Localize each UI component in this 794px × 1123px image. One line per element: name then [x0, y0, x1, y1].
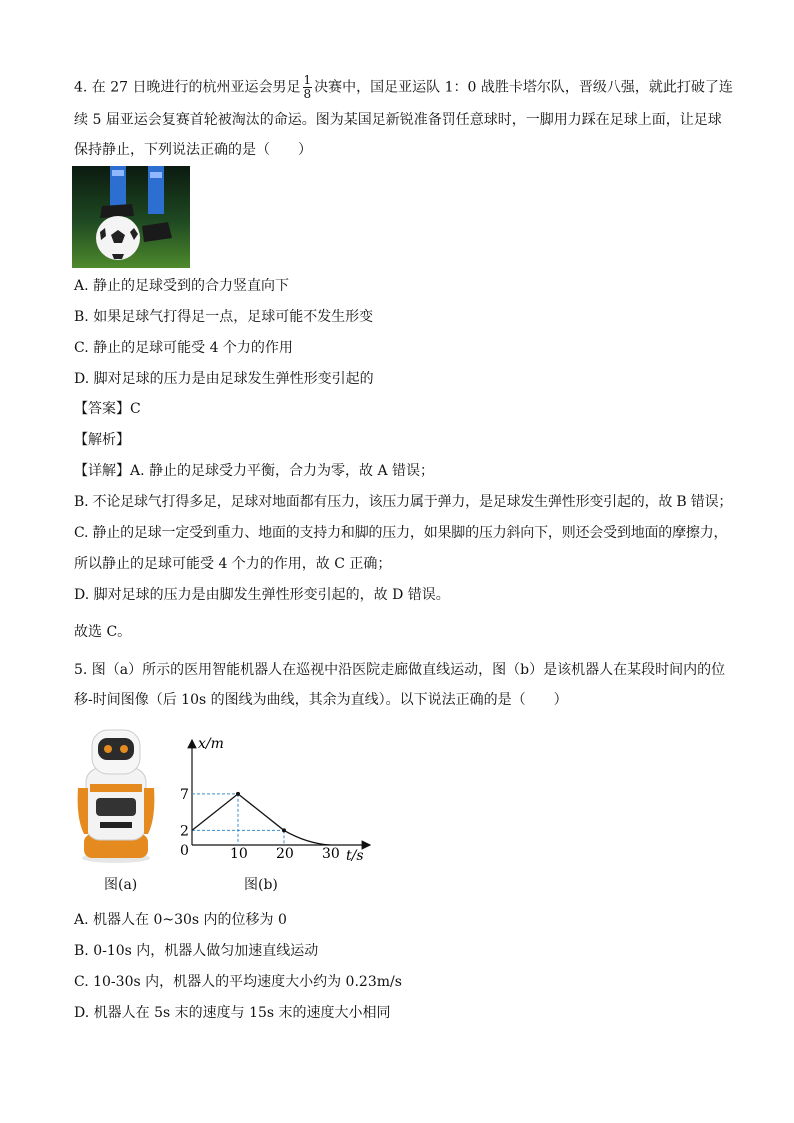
q5-option-c: C. 10-30s 内，机器人的平均速度大小约为 0.23m/s [74, 974, 402, 990]
q4-option-c: C. 静止的足球可能受 4 个力的作用 [74, 340, 293, 356]
answer-tag: 【答案】 [74, 401, 130, 417]
displacement-time-chart [178, 732, 378, 866]
x-tick-label-0: 10 [230, 846, 248, 862]
robot-image [76, 726, 156, 866]
data-point-0 [236, 792, 240, 796]
x-axis-label: t/s [346, 848, 364, 864]
q4-stem-line3: 保持静止，下列说法正确的是（ ） [74, 142, 312, 158]
soccer-ball-photo [72, 166, 190, 268]
data-point-1 [282, 828, 286, 832]
q4-detail-line4: 所以静止的足球可能受 4 个力的作用，故 C 正确； [74, 556, 392, 572]
q4-stem-line2: 续 5 届亚运会复赛首轮被淘汰的命运。图为某国足新锐准备罚任意球时，一脚用力踩在足球上面，让足球 [74, 112, 722, 128]
q4-detail-line2: B. 不论足球气打得多足，足球对地面都有压力，该压力属于弹力，是足球发生弹性形变引起的，故 B 错误； [74, 494, 733, 510]
q4-conclusion: 故选 C。 [74, 624, 132, 640]
answer-value: C [130, 401, 141, 417]
y-tick-label-1: 7 [180, 786, 189, 803]
q4-stem-text-b: 决赛中，国足亚运队 1：0 战胜卡塔尔队，晋级八强，就此打破了连 [314, 79, 733, 96]
x-tick-label-1: 20 [276, 846, 294, 862]
figure-a-caption: 图(a) [104, 877, 138, 893]
x-tick-label-2: 30 [322, 846, 340, 862]
q5-option-b: B. 0-10s 内，机器人做匀加速直线运动 [74, 943, 319, 959]
q4-stem-text-a: 4. 在 27 日晚进行的杭州亚运会男足 [74, 79, 301, 96]
figure-b-caption: 图(b) [244, 877, 278, 893]
q4-option-d: D. 脚对足球的压力是由足球发生弹性形变引起的 [74, 371, 374, 387]
q4-detail-line3: C. 静止的足球一定受到重力、地面的支持力和脚的压力，如果脚的压力斜向下，则还会受到地面的摩擦力， [74, 525, 728, 541]
y-tick-label-0: 2 [180, 823, 189, 840]
q5-option-d: D. 机器人在 5s 末的速度与 15s 末的速度大小相同 [74, 1005, 391, 1021]
q4-detail-line1: 【详解】A. 静止的足球受力平衡，合力为零，故 A 错误； [74, 463, 435, 479]
q4-stem-line1 [74, 74, 733, 101]
fraction-denominator: 8 [303, 87, 312, 101]
q4-analysis-tag: 【解析】 [74, 432, 130, 448]
fraction-numerator: 1 [303, 73, 312, 87]
q4-answer [74, 399, 141, 419]
q5-stem-line2: 移-时间图像（后 10s 的图线为曲线，其余为直线）。以下说法正确的是（ ） [74, 692, 568, 708]
series-line [192, 794, 330, 845]
q4-option-b: B. 如果足球气打得足一点，足球可能不发生形变 [74, 309, 374, 325]
q4-detail-line5: D. 脚对足球的压力是由脚发生弹性形变引起的，故 D 错误。 [74, 587, 450, 603]
fraction-one-eighth [303, 74, 313, 101]
q4-option-a: A. 静止的足球受到的合力竖直向下 [74, 278, 290, 294]
q5-stem-line1: 5. 图（a）所示的医用智能机器人在巡视中沿医院走廊做直线运动，图（b）是该机器人在某段时间内的位 [74, 662, 726, 678]
q5-option-a: A. 机器人在 0~30s 内的位移为 0 [74, 912, 287, 928]
origin-label: 0 [180, 843, 189, 859]
y-axis-label: x/m [198, 736, 224, 752]
